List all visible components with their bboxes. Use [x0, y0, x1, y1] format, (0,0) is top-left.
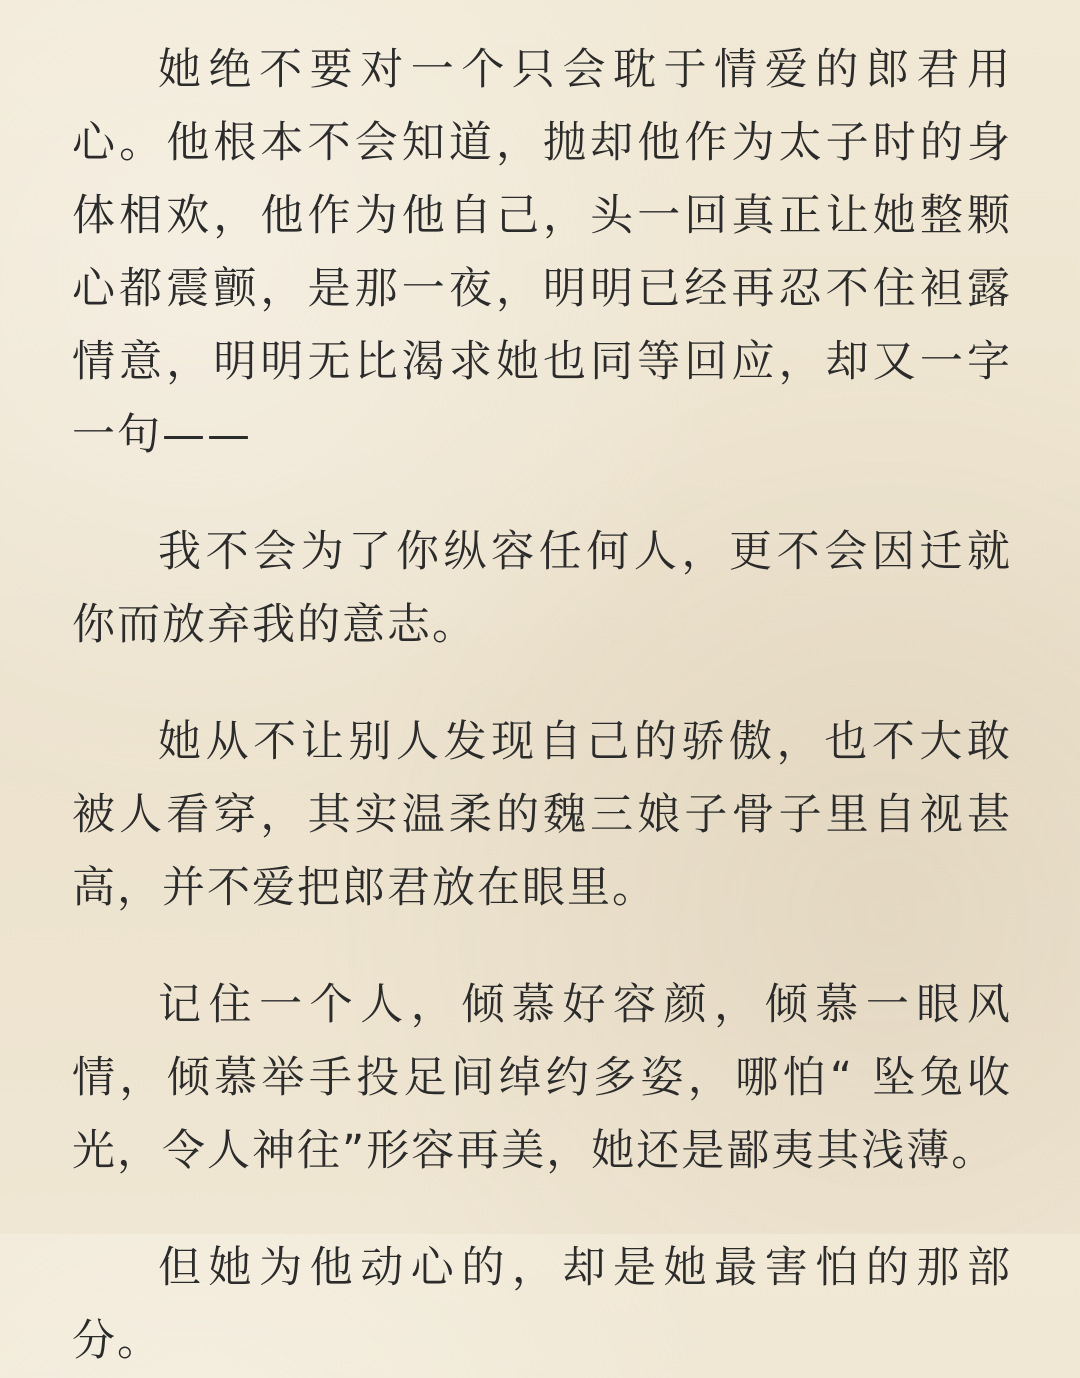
paragraph-4: 记住一个人，倾慕好容颜，倾慕一眼风情，倾慕举手投足间绰约多姿，哪怕“ 坠兔收光，令人神往”形容再美，她还是鄙夷其浅薄。	[72, 980, 1012, 1176]
paragraph-3: 她从不让别人发现自己的骄傲，也不大敢被人看穿，其实温柔的魏三娘子骨子里自视甚高，并不爱把郎君放在眼里。	[72, 717, 1012, 913]
paragraph-5: 但她为他动心的，却是她最害怕的那部分。	[72, 1243, 1012, 1366]
paragraph-1: 她绝不要对一个只会耽于情爱的郎君用心。他根本不会知道，抛却他作为太子时的身体相欢，他作为他自己，头一回真正让她整颗心都震颤，是那一夜，明明已经再忍不住袒露情意，明明无比渴求她也同等回应，却又一字一句——	[72, 45, 1012, 460]
paragraph-2: 我不会为了你纵容任何人，更不会因迁就你而放弃我的意志。	[72, 527, 1012, 650]
